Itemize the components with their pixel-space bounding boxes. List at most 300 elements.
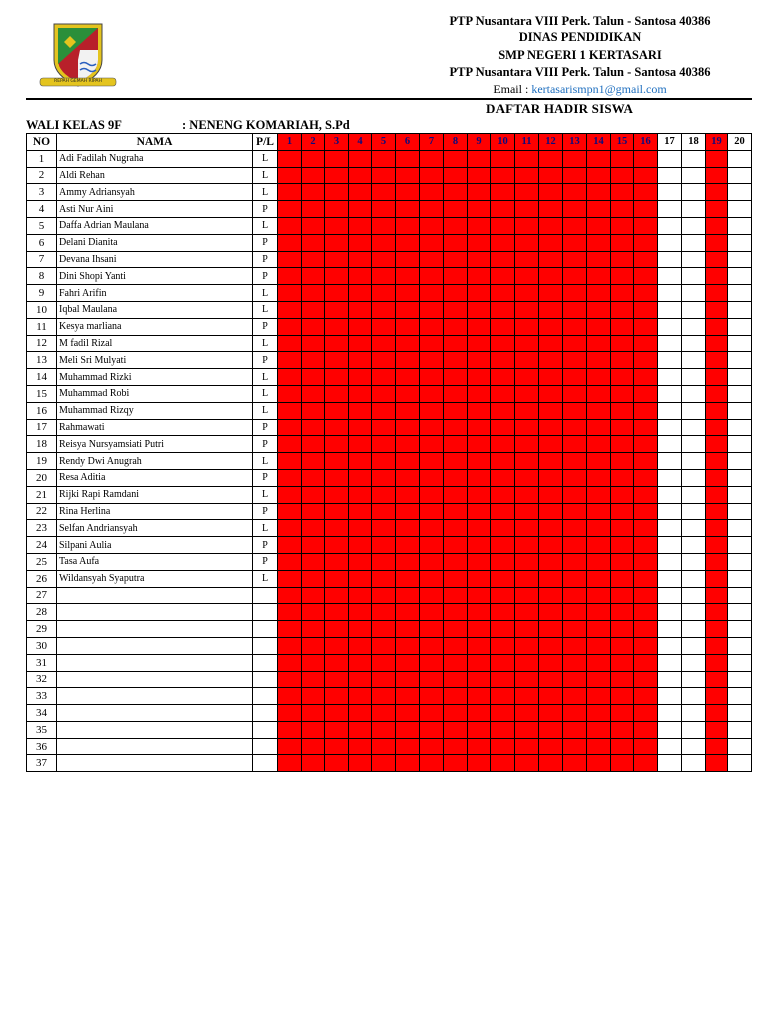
attendance-cell[interactable] <box>491 352 515 369</box>
attendance-cell[interactable] <box>728 520 752 537</box>
attendance-cell[interactable] <box>658 537 682 554</box>
attendance-cell[interactable] <box>420 167 444 184</box>
attendance-cell[interactable] <box>325 301 349 318</box>
attendance-cell[interactable] <box>302 537 325 554</box>
attendance-cell[interactable] <box>302 251 325 268</box>
attendance-cell[interactable] <box>491 318 515 335</box>
attendance-cell[interactable] <box>396 520 420 537</box>
attendance-cell[interactable] <box>563 201 587 218</box>
attendance-cell[interactable] <box>634 587 658 604</box>
attendance-cell[interactable] <box>563 251 587 268</box>
attendance-cell[interactable] <box>563 705 587 722</box>
attendance-cell[interactable] <box>372 184 396 201</box>
attendance-cell[interactable] <box>706 604 728 621</box>
attendance-cell[interactable] <box>658 671 682 688</box>
attendance-cell[interactable] <box>728 587 752 604</box>
attendance-cell[interactable] <box>278 654 302 671</box>
attendance-cell[interactable] <box>706 369 728 386</box>
attendance-cell[interactable] <box>728 184 752 201</box>
attendance-cell[interactable] <box>587 637 611 654</box>
attendance-cell[interactable] <box>587 654 611 671</box>
attendance-cell[interactable] <box>444 721 468 738</box>
attendance-cell[interactable] <box>372 621 396 638</box>
attendance-cell[interactable] <box>515 604 539 621</box>
attendance-cell[interactable] <box>302 369 325 386</box>
attendance-cell[interactable] <box>278 453 302 470</box>
attendance-cell[interactable] <box>587 251 611 268</box>
attendance-cell[interactable] <box>587 453 611 470</box>
attendance-cell[interactable] <box>325 553 349 570</box>
attendance-cell[interactable] <box>515 335 539 352</box>
attendance-cell[interactable] <box>706 520 728 537</box>
attendance-cell[interactable] <box>372 553 396 570</box>
attendance-cell[interactable] <box>658 486 682 503</box>
attendance-cell[interactable] <box>658 688 682 705</box>
attendance-cell[interactable] <box>682 436 706 453</box>
attendance-cell[interactable] <box>468 184 491 201</box>
attendance-cell[interactable] <box>372 520 396 537</box>
attendance-cell[interactable] <box>420 285 444 302</box>
attendance-cell[interactable] <box>302 604 325 621</box>
attendance-cell[interactable] <box>682 570 706 587</box>
attendance-cell[interactable] <box>611 385 634 402</box>
attendance-cell[interactable] <box>444 285 468 302</box>
attendance-cell[interactable] <box>611 352 634 369</box>
attendance-cell[interactable] <box>587 217 611 234</box>
attendance-cell[interactable] <box>420 604 444 621</box>
attendance-cell[interactable] <box>444 184 468 201</box>
attendance-cell[interactable] <box>372 755 396 772</box>
attendance-cell[interactable] <box>682 234 706 251</box>
attendance-cell[interactable] <box>682 184 706 201</box>
attendance-cell[interactable] <box>706 251 728 268</box>
attendance-cell[interactable] <box>682 385 706 402</box>
attendance-cell[interactable] <box>587 587 611 604</box>
attendance-cell[interactable] <box>444 369 468 386</box>
attendance-cell[interactable] <box>539 318 563 335</box>
attendance-cell[interactable] <box>302 671 325 688</box>
attendance-cell[interactable] <box>539 217 563 234</box>
attendance-cell[interactable] <box>706 587 728 604</box>
attendance-cell[interactable] <box>491 150 515 167</box>
attendance-cell[interactable] <box>468 167 491 184</box>
attendance-cell[interactable] <box>325 503 349 520</box>
attendance-cell[interactable] <box>302 570 325 587</box>
attendance-cell[interactable] <box>563 688 587 705</box>
attendance-cell[interactable] <box>491 251 515 268</box>
attendance-cell[interactable] <box>302 486 325 503</box>
attendance-cell[interactable] <box>444 167 468 184</box>
attendance-cell[interactable] <box>539 268 563 285</box>
attendance-cell[interactable] <box>278 738 302 755</box>
attendance-cell[interactable] <box>706 335 728 352</box>
attendance-cell[interactable] <box>420 621 444 638</box>
attendance-cell[interactable] <box>468 587 491 604</box>
attendance-cell[interactable] <box>587 755 611 772</box>
attendance-cell[interactable] <box>349 738 372 755</box>
attendance-cell[interactable] <box>634 469 658 486</box>
attendance-cell[interactable] <box>682 486 706 503</box>
attendance-cell[interactable] <box>658 436 682 453</box>
attendance-cell[interactable] <box>444 486 468 503</box>
attendance-cell[interactable] <box>634 419 658 436</box>
attendance-cell[interactable] <box>325 268 349 285</box>
attendance-cell[interactable] <box>349 352 372 369</box>
attendance-cell[interactable] <box>468 621 491 638</box>
attendance-cell[interactable] <box>563 184 587 201</box>
attendance-cell[interactable] <box>706 268 728 285</box>
attendance-cell[interactable] <box>515 553 539 570</box>
attendance-cell[interactable] <box>728 419 752 436</box>
attendance-cell[interactable] <box>325 234 349 251</box>
attendance-cell[interactable] <box>372 503 396 520</box>
attendance-cell[interactable] <box>420 402 444 419</box>
attendance-cell[interactable] <box>611 654 634 671</box>
attendance-cell[interactable] <box>587 688 611 705</box>
attendance-cell[interactable] <box>634 369 658 386</box>
attendance-cell[interactable] <box>563 755 587 772</box>
attendance-cell[interactable] <box>302 587 325 604</box>
attendance-cell[interactable] <box>563 604 587 621</box>
attendance-cell[interactable] <box>278 335 302 352</box>
attendance-cell[interactable] <box>706 755 728 772</box>
attendance-cell[interactable] <box>278 167 302 184</box>
attendance-cell[interactable] <box>349 318 372 335</box>
attendance-cell[interactable] <box>444 755 468 772</box>
attendance-cell[interactable] <box>491 503 515 520</box>
attendance-cell[interactable] <box>634 604 658 621</box>
attendance-cell[interactable] <box>372 301 396 318</box>
attendance-cell[interactable] <box>728 268 752 285</box>
attendance-cell[interactable] <box>611 402 634 419</box>
attendance-cell[interactable] <box>515 453 539 470</box>
attendance-cell[interactable] <box>728 369 752 386</box>
attendance-cell[interactable] <box>634 503 658 520</box>
attendance-cell[interactable] <box>325 167 349 184</box>
attendance-cell[interactable] <box>587 671 611 688</box>
attendance-cell[interactable] <box>682 503 706 520</box>
attendance-cell[interactable] <box>539 671 563 688</box>
attendance-cell[interactable] <box>682 637 706 654</box>
attendance-cell[interactable] <box>728 553 752 570</box>
attendance-cell[interactable] <box>325 285 349 302</box>
attendance-cell[interactable] <box>302 335 325 352</box>
attendance-cell[interactable] <box>420 369 444 386</box>
attendance-cell[interactable] <box>325 217 349 234</box>
attendance-cell[interactable] <box>302 268 325 285</box>
attendance-cell[interactable] <box>515 167 539 184</box>
attendance-cell[interactable] <box>728 318 752 335</box>
attendance-cell[interactable] <box>302 201 325 218</box>
attendance-cell[interactable] <box>278 251 302 268</box>
attendance-cell[interactable] <box>658 234 682 251</box>
attendance-cell[interactable] <box>349 419 372 436</box>
attendance-cell[interactable] <box>278 436 302 453</box>
attendance-cell[interactable] <box>491 369 515 386</box>
attendance-cell[interactable] <box>611 201 634 218</box>
attendance-cell[interactable] <box>468 217 491 234</box>
attendance-cell[interactable] <box>539 637 563 654</box>
attendance-cell[interactable] <box>611 738 634 755</box>
attendance-cell[interactable] <box>682 721 706 738</box>
attendance-cell[interactable] <box>658 150 682 167</box>
attendance-cell[interactable] <box>372 469 396 486</box>
attendance-cell[interactable] <box>302 402 325 419</box>
attendance-cell[interactable] <box>444 637 468 654</box>
attendance-cell[interactable] <box>658 419 682 436</box>
attendance-cell[interactable] <box>396 738 420 755</box>
attendance-cell[interactable] <box>728 671 752 688</box>
attendance-cell[interactable] <box>444 503 468 520</box>
attendance-cell[interactable] <box>563 268 587 285</box>
attendance-cell[interactable] <box>728 201 752 218</box>
attendance-cell[interactable] <box>634 201 658 218</box>
attendance-cell[interactable] <box>491 184 515 201</box>
attendance-cell[interactable] <box>491 621 515 638</box>
attendance-cell[interactable] <box>658 705 682 722</box>
attendance-cell[interactable] <box>515 251 539 268</box>
attendance-cell[interactable] <box>349 587 372 604</box>
attendance-cell[interactable] <box>444 705 468 722</box>
attendance-cell[interactable] <box>611 503 634 520</box>
attendance-cell[interactable] <box>682 671 706 688</box>
attendance-cell[interactable] <box>491 587 515 604</box>
attendance-cell[interactable] <box>539 301 563 318</box>
attendance-cell[interactable] <box>302 352 325 369</box>
attendance-cell[interactable] <box>682 402 706 419</box>
attendance-cell[interactable] <box>611 234 634 251</box>
attendance-cell[interactable] <box>468 234 491 251</box>
attendance-cell[interactable] <box>563 469 587 486</box>
attendance-cell[interactable] <box>539 184 563 201</box>
attendance-cell[interactable] <box>468 688 491 705</box>
attendance-cell[interactable] <box>658 167 682 184</box>
attendance-cell[interactable] <box>491 654 515 671</box>
attendance-cell[interactable] <box>563 419 587 436</box>
attendance-cell[interactable] <box>349 436 372 453</box>
attendance-cell[interactable] <box>278 150 302 167</box>
attendance-cell[interactable] <box>420 268 444 285</box>
attendance-cell[interactable] <box>420 184 444 201</box>
attendance-cell[interactable] <box>611 537 634 554</box>
attendance-cell[interactable] <box>611 553 634 570</box>
attendance-cell[interactable] <box>658 268 682 285</box>
attendance-cell[interactable] <box>325 721 349 738</box>
attendance-cell[interactable] <box>325 570 349 587</box>
attendance-cell[interactable] <box>611 721 634 738</box>
attendance-cell[interactable] <box>349 150 372 167</box>
attendance-cell[interactable] <box>634 184 658 201</box>
attendance-cell[interactable] <box>539 335 563 352</box>
attendance-cell[interactable] <box>396 385 420 402</box>
attendance-cell[interactable] <box>278 352 302 369</box>
attendance-cell[interactable] <box>563 637 587 654</box>
attendance-cell[interactable] <box>396 621 420 638</box>
attendance-cell[interactable] <box>468 453 491 470</box>
attendance-cell[interactable] <box>349 486 372 503</box>
attendance-cell[interactable] <box>420 385 444 402</box>
attendance-cell[interactable] <box>515 385 539 402</box>
attendance-cell[interactable] <box>587 318 611 335</box>
attendance-cell[interactable] <box>278 201 302 218</box>
attendance-cell[interactable] <box>563 654 587 671</box>
attendance-cell[interactable] <box>563 318 587 335</box>
attendance-cell[interactable] <box>278 486 302 503</box>
attendance-cell[interactable] <box>420 150 444 167</box>
attendance-cell[interactable] <box>396 570 420 587</box>
attendance-cell[interactable] <box>468 150 491 167</box>
attendance-cell[interactable] <box>468 738 491 755</box>
attendance-cell[interactable] <box>658 553 682 570</box>
attendance-cell[interactable] <box>682 604 706 621</box>
attendance-cell[interactable] <box>728 352 752 369</box>
attendance-cell[interactable] <box>278 469 302 486</box>
attendance-cell[interactable] <box>539 570 563 587</box>
attendance-cell[interactable] <box>634 671 658 688</box>
attendance-cell[interactable] <box>587 369 611 386</box>
attendance-cell[interactable] <box>634 402 658 419</box>
attendance-cell[interactable] <box>611 705 634 722</box>
attendance-cell[interactable] <box>563 285 587 302</box>
attendance-cell[interactable] <box>396 352 420 369</box>
attendance-cell[interactable] <box>706 486 728 503</box>
attendance-cell[interactable] <box>302 738 325 755</box>
attendance-cell[interactable] <box>491 604 515 621</box>
attendance-cell[interactable] <box>325 637 349 654</box>
attendance-cell[interactable] <box>611 251 634 268</box>
attendance-cell[interactable] <box>302 688 325 705</box>
attendance-cell[interactable] <box>587 520 611 537</box>
attendance-cell[interactable] <box>611 520 634 537</box>
attendance-cell[interactable] <box>539 705 563 722</box>
attendance-cell[interactable] <box>587 621 611 638</box>
attendance-cell[interactable] <box>491 520 515 537</box>
attendance-cell[interactable] <box>372 587 396 604</box>
attendance-cell[interactable] <box>682 419 706 436</box>
attendance-cell[interactable] <box>325 520 349 537</box>
attendance-cell[interactable] <box>444 217 468 234</box>
attendance-cell[interactable] <box>468 570 491 587</box>
attendance-cell[interactable] <box>539 402 563 419</box>
attendance-cell[interactable] <box>728 637 752 654</box>
attendance-cell[interactable] <box>420 217 444 234</box>
attendance-cell[interactable] <box>728 621 752 638</box>
attendance-cell[interactable] <box>396 369 420 386</box>
attendance-cell[interactable] <box>396 167 420 184</box>
attendance-cell[interactable] <box>349 201 372 218</box>
attendance-cell[interactable] <box>396 201 420 218</box>
attendance-cell[interactable] <box>372 453 396 470</box>
attendance-cell[interactable] <box>444 352 468 369</box>
attendance-cell[interactable] <box>682 217 706 234</box>
attendance-cell[interactable] <box>728 654 752 671</box>
attendance-cell[interactable] <box>444 453 468 470</box>
attendance-cell[interactable] <box>539 587 563 604</box>
attendance-cell[interactable] <box>302 419 325 436</box>
attendance-cell[interactable] <box>468 469 491 486</box>
attendance-cell[interactable] <box>444 318 468 335</box>
attendance-cell[interactable] <box>634 251 658 268</box>
email-link[interactable]: kertasarismpn1@gmail.com <box>531 82 667 96</box>
attendance-cell[interactable] <box>539 201 563 218</box>
attendance-cell[interactable] <box>349 385 372 402</box>
attendance-cell[interactable] <box>634 268 658 285</box>
attendance-cell[interactable] <box>706 402 728 419</box>
attendance-cell[interactable] <box>278 402 302 419</box>
attendance-cell[interactable] <box>587 721 611 738</box>
attendance-cell[interactable] <box>611 671 634 688</box>
attendance-cell[interactable] <box>658 184 682 201</box>
attendance-cell[interactable] <box>325 469 349 486</box>
attendance-cell[interactable] <box>491 688 515 705</box>
attendance-cell[interactable] <box>302 520 325 537</box>
attendance-cell[interactable] <box>468 486 491 503</box>
attendance-cell[interactable] <box>372 268 396 285</box>
attendance-cell[interactable] <box>539 285 563 302</box>
attendance-cell[interactable] <box>539 520 563 537</box>
attendance-cell[interactable] <box>587 486 611 503</box>
attendance-cell[interactable] <box>372 318 396 335</box>
attendance-cell[interactable] <box>728 755 752 772</box>
attendance-cell[interactable] <box>563 167 587 184</box>
attendance-cell[interactable] <box>491 637 515 654</box>
attendance-cell[interactable] <box>420 503 444 520</box>
attendance-cell[interactable] <box>372 402 396 419</box>
attendance-cell[interactable] <box>325 352 349 369</box>
attendance-cell[interactable] <box>682 469 706 486</box>
attendance-cell[interactable] <box>468 436 491 453</box>
attendance-cell[interactable] <box>682 285 706 302</box>
attendance-cell[interactable] <box>611 621 634 638</box>
attendance-cell[interactable] <box>302 453 325 470</box>
attendance-cell[interactable] <box>349 301 372 318</box>
attendance-cell[interactable] <box>302 234 325 251</box>
attendance-cell[interactable] <box>634 217 658 234</box>
attendance-cell[interactable] <box>682 369 706 386</box>
attendance-cell[interactable] <box>563 385 587 402</box>
attendance-cell[interactable] <box>539 553 563 570</box>
attendance-cell[interactable] <box>302 285 325 302</box>
attendance-cell[interactable] <box>563 738 587 755</box>
attendance-cell[interactable] <box>278 721 302 738</box>
attendance-cell[interactable] <box>372 721 396 738</box>
attendance-cell[interactable] <box>468 385 491 402</box>
attendance-cell[interactable] <box>372 486 396 503</box>
attendance-cell[interactable] <box>706 553 728 570</box>
attendance-cell[interactable] <box>325 184 349 201</box>
attendance-cell[interactable] <box>444 671 468 688</box>
attendance-cell[interactable] <box>706 150 728 167</box>
attendance-cell[interactable] <box>325 251 349 268</box>
attendance-cell[interactable] <box>515 738 539 755</box>
attendance-cell[interactable] <box>372 436 396 453</box>
attendance-cell[interactable] <box>706 318 728 335</box>
attendance-cell[interactable] <box>491 553 515 570</box>
attendance-cell[interactable] <box>728 335 752 352</box>
attendance-cell[interactable] <box>349 503 372 520</box>
attendance-cell[interactable] <box>302 654 325 671</box>
attendance-cell[interactable] <box>682 201 706 218</box>
attendance-cell[interactable] <box>444 738 468 755</box>
attendance-cell[interactable] <box>396 453 420 470</box>
attendance-cell[interactable] <box>611 184 634 201</box>
attendance-cell[interactable] <box>468 251 491 268</box>
attendance-cell[interactable] <box>278 318 302 335</box>
attendance-cell[interactable] <box>658 251 682 268</box>
attendance-cell[interactable] <box>515 352 539 369</box>
attendance-cell[interactable] <box>302 721 325 738</box>
attendance-cell[interactable] <box>634 654 658 671</box>
